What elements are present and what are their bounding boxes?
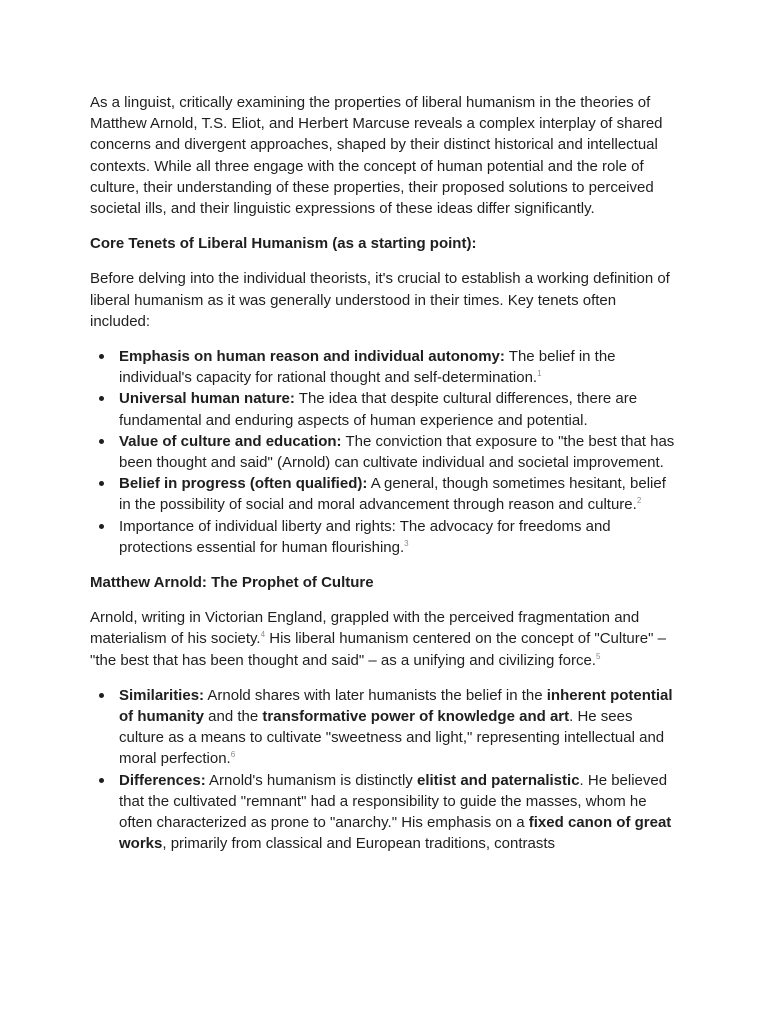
core-tenets-intro: Before delving into the individual theorists, it's crucial to establish a working definition of liberal humanism as it was generally understood in their times. Key tenets often included:	[90, 270, 670, 330]
arnold-intro-text-b: His liberal humanism centered on the concept of "Culture" – "the best that has been thought and said" – as a unifying and civilizing force.	[90, 630, 666, 669]
footnote-marker[interactable]: 4	[260, 630, 266, 640]
arnold-heading: Matthew Arnold: The Prophet of Culture	[90, 574, 374, 592]
arnold-intro	[90, 607, 680, 671]
emphasis-text: elitist and paternalistic	[416, 771, 580, 789]
emphasis-text: inherent potential of humanity	[119, 686, 673, 726]
list-item	[119, 473, 680, 515]
list-item-bold: Value of culture and education:	[119, 432, 342, 450]
list-item-bold: Belief in progress (often qualified):	[119, 475, 368, 493]
emphasis-text: transformative power of knowledge and art	[262, 708, 570, 726]
footnote-marker[interactable]: 3	[404, 538, 409, 548]
list-item-bold: Differences:	[119, 771, 206, 789]
arnold-intro-text-a: Arnold, writing in Victorian England, grappled with the perceived fragmentation and materialism of his society.	[90, 609, 640, 648]
list-item-text: The idea that despite cultural differences, there are fundamental and enduring aspects of human experience and potential.	[119, 390, 638, 429]
footnote-marker[interactable]: 6	[230, 750, 236, 760]
list-item	[119, 388, 680, 430]
footnote-marker[interactable]: 5	[595, 651, 601, 661]
list-item-bold: Universal human nature:	[119, 390, 295, 408]
list-item	[119, 516, 680, 558]
core-tenets-list	[90, 346, 680, 558]
list-item	[119, 431, 680, 473]
list-item-text: A general, though sometimes hesitant, belief in the possibility of social and moral advancement through reason and culture.	[119, 475, 666, 514]
arnold-list	[90, 685, 680, 855]
list-item-text: Importance of individual liberty and rights: The advocacy for freedoms and protections essential for human flourishing.	[119, 517, 611, 556]
emphasis-text: fixed canon of great works	[119, 814, 672, 853]
list-item-similarities	[119, 685, 680, 770]
list-item-text: . He believed that the cultivated "remnant" had a responsibility to guide the masses, whom he often characterized as prone to "anarchy." His emphasis on a	[119, 771, 668, 832]
core-tenets-heading: Core Tenets of Liberal Humanism (as a starting point):	[90, 235, 477, 253]
document-page	[90, 92, 680, 869]
footnote-marker[interactable]: 1	[537, 369, 542, 379]
footnote-marker[interactable]: 2	[636, 496, 642, 506]
list-item-text: and the	[204, 708, 263, 726]
list-item-text: The belief in the individual's capacity for rational thought and self-determination.	[119, 348, 616, 387]
intro-paragraph: As a linguist, critically examining the properties of liberal humanism in the theories of Matthew Arnold, T.S. Eliot, and Herbert Marcuse reveals a complex interplay of shared concerns and divergent approaches, shaped by their distinct historical and intellectual contexts. While all three engage with the concept of human potential and the role of culture, their understanding of these properties, their proposed solutions to perceived societal ills, and their linguistic expressions of these ideas differ significantly.	[90, 94, 663, 218]
list-item-text: , primarily from classical and European traditions, contrasts	[162, 835, 556, 853]
list-item-text: Arnold shares with later humanists the belief in the	[204, 686, 547, 704]
list-item-text: Arnold's humanism is distinctly	[205, 771, 417, 789]
list-item	[119, 346, 680, 388]
list-item-text: The conviction that exposure to "the best that has been thought and said" (Arnold) can cultivate individual and societal improvement.	[119, 432, 675, 472]
list-item-bold: Similarities:	[119, 686, 205, 704]
list-item-differences	[119, 770, 680, 855]
list-item-bold: Emphasis on human reason and individual autonomy:	[119, 348, 505, 366]
list-item-text: . He sees culture as a means to cultivate "sweetness and light," representing intellectual and moral perfection.	[119, 708, 665, 768]
